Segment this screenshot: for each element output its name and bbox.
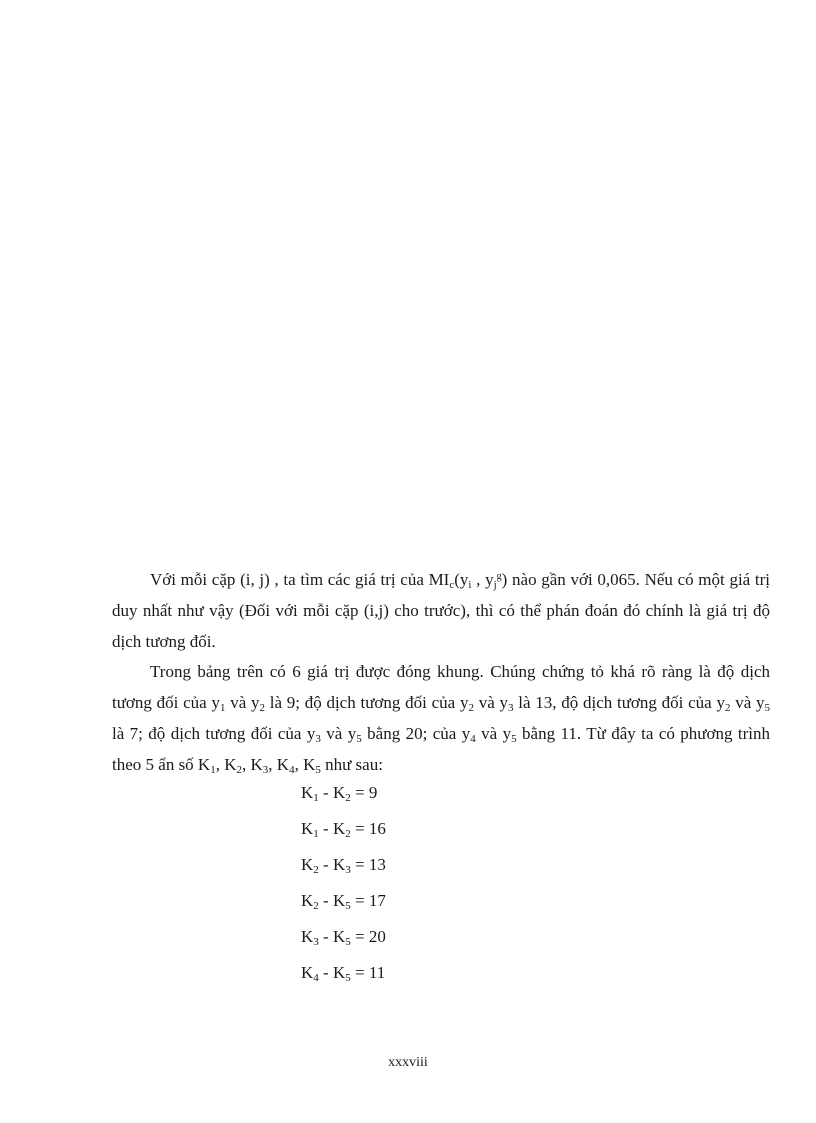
text-run: như sau: <box>320 755 383 774</box>
text-run: ) nào gần với 0,065. Nếu có một giá trị duy nhất như vậy (Đối với mỗi cặp (i,j) cho trước), thì có thể phán đoán đó chính là giá trị độ dịch tương đối. <box>112 570 771 651</box>
equation <box>301 778 386 814</box>
eq-var: K <box>301 891 314 910</box>
subscript: 2 <box>259 702 265 714</box>
subscript: 3 <box>345 864 351 876</box>
text-run: , K <box>242 755 263 774</box>
subscript: 3 <box>507 702 514 714</box>
eq-op: - K <box>318 927 346 946</box>
eq-rhs: = 11 <box>350 963 386 982</box>
subscript: c <box>449 579 455 591</box>
text-run: , K <box>215 755 237 774</box>
subscript: 1 <box>313 792 319 804</box>
eq-op: - K <box>318 819 346 838</box>
text-run: , y <box>471 570 494 589</box>
subscript: 3 <box>262 764 269 776</box>
subscript: 2 <box>345 828 351 840</box>
eq-op: - K <box>318 963 346 982</box>
text-run: và y <box>730 693 765 712</box>
subscript: 1 <box>210 764 216 776</box>
text-run: Với mỗi cặp (i, j) , ta tìm các giá trị của MI <box>150 570 450 589</box>
eq-op: - K <box>318 891 346 910</box>
text-run: là 13, độ dịch tương đối của y <box>513 693 725 712</box>
subscript: 4 <box>313 972 319 984</box>
subscript: 5 <box>315 764 321 776</box>
text-run: là 9; độ dịch tương đối của y <box>265 693 469 712</box>
text-run: và y <box>320 724 357 743</box>
eq-var: K <box>301 855 314 874</box>
eq-rhs: = 13 <box>350 855 386 874</box>
subscript: 2 <box>313 900 319 912</box>
subscript: 4 <box>289 764 295 776</box>
subscript: 5 <box>356 733 362 745</box>
eq-op: - K <box>318 855 346 874</box>
page-number: xxxviii <box>388 1055 428 1070</box>
equation-list <box>301 778 386 994</box>
subscript: 2 <box>236 764 242 776</box>
equation <box>301 850 386 886</box>
subscript: 4 <box>470 733 476 745</box>
subscript: 2 <box>345 792 351 804</box>
text-run: bằng 11. Từ đây ta có phương trình theo 5 ẩn số K <box>112 724 771 774</box>
eq-var: K <box>301 783 314 802</box>
subscript: 2 <box>724 702 731 714</box>
subscript: 1 <box>313 828 319 840</box>
eq-rhs: = 9 <box>350 783 378 802</box>
eq-var: K <box>301 819 314 838</box>
eq-var: K <box>301 927 314 946</box>
equation <box>301 886 386 922</box>
paragraph-2 <box>112 656 770 780</box>
text-run: và y <box>225 693 260 712</box>
text-run: là 7; độ dịch tương đối của y <box>112 724 316 743</box>
eq-rhs: = 16 <box>350 819 386 838</box>
text-run: (y <box>454 570 469 589</box>
subscript: 5 <box>345 972 351 984</box>
subscript: 5 <box>764 702 770 714</box>
text-run: bằng 20; của y <box>361 724 471 743</box>
eq-rhs: = 20 <box>350 927 386 946</box>
eq-rhs: = 17 <box>350 891 386 910</box>
eq-var: K <box>301 963 314 982</box>
text-run: và y <box>473 693 508 712</box>
subscript: j <box>493 579 497 591</box>
subscript: 2 <box>468 702 474 714</box>
subscript: 5 <box>511 733 517 745</box>
paragraph-1 <box>112 564 770 657</box>
subscript: 3 <box>315 733 321 745</box>
subscript: 1 <box>219 702 226 714</box>
text-run: , K <box>294 755 316 774</box>
subscript: 5 <box>345 900 351 912</box>
equation <box>301 922 386 958</box>
eq-op: - K <box>318 783 346 802</box>
text-run: Trong bảng trên có 6 giá trị được đóng khung. Chúng chứng tỏ khá rõ ràng là độ dịch tương đối của y <box>112 662 770 712</box>
subscript: 3 <box>313 936 319 948</box>
equation <box>301 814 386 850</box>
subscript: 5 <box>345 936 351 948</box>
subscript: 2 <box>313 864 319 876</box>
superscript: g <box>496 571 502 582</box>
text-run: và y <box>475 724 512 743</box>
subscript: i <box>468 579 472 591</box>
equation <box>301 958 386 994</box>
text-run: , K <box>268 755 290 774</box>
